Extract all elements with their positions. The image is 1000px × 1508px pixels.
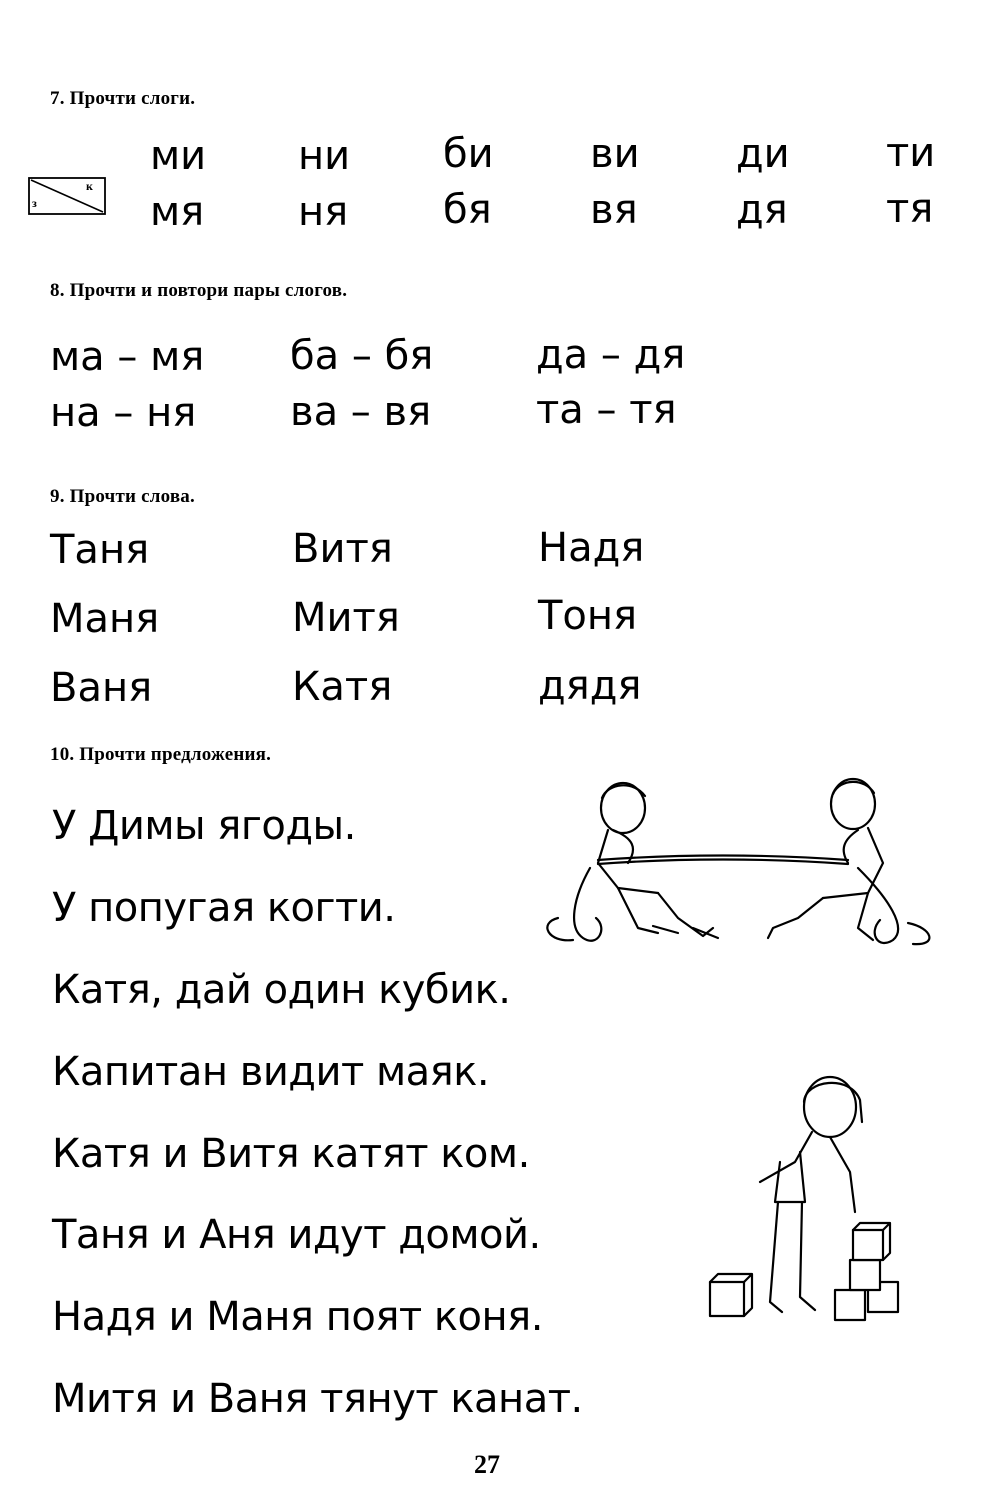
syllable-pair: та – тя [536,387,677,433]
tug-of-war-illustration [528,768,953,963]
syllable: дя [736,187,788,233]
syllable-pair: на – ня [50,390,197,436]
word: Надя [538,525,645,571]
marker-right-letter: к [86,179,93,193]
sentence: Митя и Ваня тянут канат. [52,1376,583,1422]
syllable-pair: ва – вя [290,389,432,435]
syllable: тя [886,186,934,232]
word: Таня [50,527,150,573]
word: Витя [292,526,393,572]
syllable: бя [443,187,492,233]
syllable-pair: ма – мя [50,334,205,380]
syllable: ни [298,133,351,179]
syllable-pair: ба – бя [290,333,434,379]
sentence: У Димы ягоды. [52,803,356,849]
word: Митя [292,595,400,641]
syllable: ми [150,133,207,179]
syllable: мя [150,189,205,235]
sound-marker-icon [28,177,106,215]
syllable: би [443,131,494,177]
word: дядя [538,663,642,709]
syllable-pair: да – дя [536,332,686,378]
marker-left-letter: з [32,196,37,210]
word: Ваня [50,665,153,711]
sentence: Таня и Аня идут домой. [52,1212,541,1258]
syllable: вя [590,187,638,233]
exercise-9-heading: 9. Прочти слова. [50,486,195,507]
sentence: Катя и Витя катят ком. [52,1131,530,1177]
exercise-10-heading: 10. Прочти предложения. [50,744,272,765]
exercise-7-heading: 7. Прочти слоги. [50,88,196,109]
word: Тоня [538,593,638,639]
exercise-8-heading: 8. Прочти и повтори пары слогов. [50,280,348,301]
sentence: Капитан видит маяк. [52,1049,490,1095]
girl-with-blocks-illustration [700,1072,910,1332]
syllable: ня [298,189,349,235]
sentence: Катя, дай один кубик. [52,967,511,1013]
word: Катя [292,664,393,710]
sentence: У попугая когти. [52,885,396,931]
sentence: Надя и Маня поят коня. [52,1294,543,1340]
page-number: 27 [474,1450,500,1479]
syllable: ди [736,131,790,177]
syllable: ви [590,131,640,177]
syllable: ти [886,130,936,176]
word: Маня [50,596,160,642]
